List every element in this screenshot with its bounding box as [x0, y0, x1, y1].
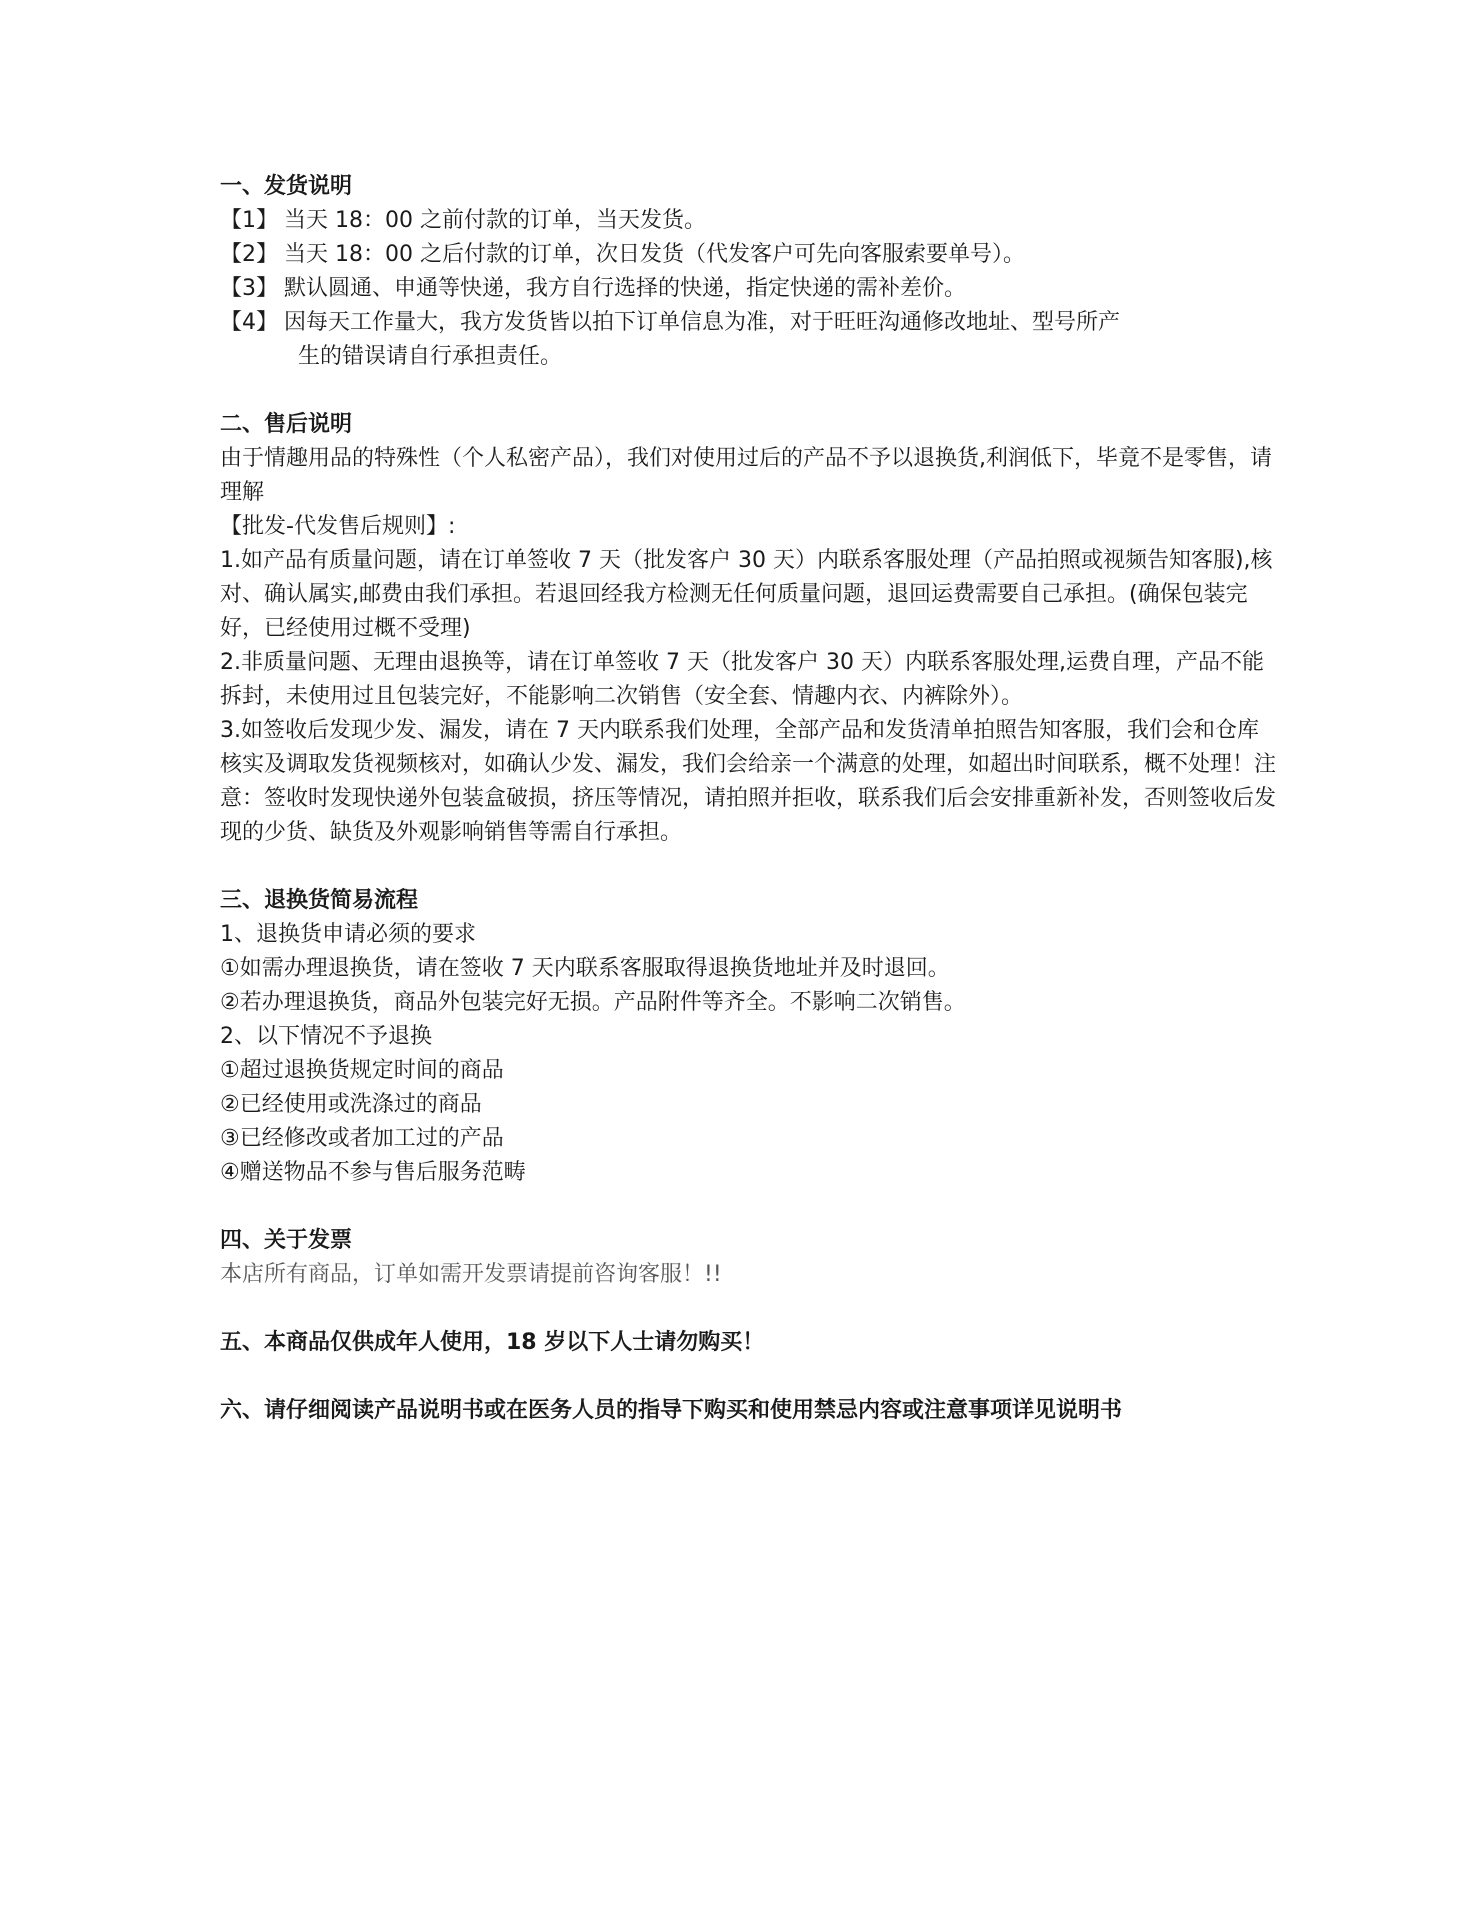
section-after-sales	[220, 408, 1280, 850]
after-sales-rule-2: 2.非质量问题、无理由退换等，请在订单签收 7 天（批发客户 30 天）内联系客服处理,运费自理，产品不能拆封，未使用过且包装完好，不能影响二次销售（安全套、情趣内衣、内裤除外）。	[220, 650, 1264, 709]
after-sales-rule-title: 【批发-代发售后规则】:	[220, 514, 456, 539]
item-text: 因每天工作量大，我方发货皆以拍下订单信息为准，对于旺旺沟通修改地址、型号所产	[284, 310, 1121, 335]
section-invoice	[220, 1224, 1280, 1292]
section-title-shipping: 一、发货说明	[220, 174, 353, 199]
no-return-title: 2、以下情况不予退换	[220, 1024, 432, 1049]
no-return-item-2: ②已经使用或洗涤过的商品	[220, 1092, 482, 1117]
no-return-item-1: ①超过退换货规定时间的商品	[220, 1058, 504, 1083]
shipping-item-3	[220, 272, 1280, 306]
shipping-item-4	[220, 306, 1280, 340]
section-title-after-sales: 二、售后说明	[220, 412, 353, 437]
shipping-item-2	[220, 238, 1280, 272]
no-return-item-4: ④赠送物品不参与售后服务范畴	[220, 1160, 526, 1185]
after-sales-rule-1: 1.如产品有质量问题，请在订单签收 7 天（批发客户 30 天）内联系客服处理（产品拍照或视频告知客服),核对、确认属实,邮费由我们承担。若退回经我方检测无任何质量问题，退回运费需要自己承担。(确保包装完好，已经使用过概不受理)	[220, 548, 1273, 641]
shipping-item-1	[220, 204, 1280, 238]
return-requirement-2: ②若办理退换货，商品外包装完好无损。产品附件等齐全。不影响二次销售。	[220, 990, 966, 1015]
instructions-notice: 六、请仔细阅读产品说明书或在医务人员的指导下购买和使用禁忌内容或注意事项详见说明书	[220, 1398, 1123, 1423]
item-tag: 【2】	[220, 242, 278, 267]
section-shipping	[220, 170, 1280, 374]
adult-notice: 五、本商品仅供成年人使用，18 岁以下人士请勿购买！	[220, 1330, 765, 1355]
item-tag: 【1】	[220, 208, 278, 233]
section-adult-notice	[220, 1326, 1280, 1360]
invoice-text: 本店所有商品，订单如需开发票请提前咨询客服！!!	[220, 1262, 722, 1287]
after-sales-intro: 由于情趣用品的特殊性（个人私密产品），我们对使用过后的产品不予以退换货,利润低下，毕竟不是零售，请理解	[220, 446, 1272, 505]
no-return-item-3: ③已经修改或者加工过的产品	[220, 1126, 504, 1151]
section-title-return-process: 三、退换货简易流程	[220, 888, 419, 913]
document-page	[220, 170, 1280, 1428]
shipping-item-4-continuation: 生的错误请自行承担责任。	[298, 344, 563, 369]
section-instructions-notice	[220, 1394, 1280, 1428]
item-tag: 【4】	[220, 310, 278, 335]
after-sales-rule-3: 3.如签收后发现少发、漏发，请在 7 天内联系我们处理，全部产品和发货清单拍照告知客服，我们会和仓库核实及调取发货视频核对，如确认少发、漏发，我们会给亲一个满意的处理，如超出时间联系，概不处理！注意：签收时发现快递外包装盒破损，挤压等情况，请拍照并拒收，联系我们后会安排重新补发，否则签收后发现的少货、缺货及外观影响销售等需自行承担。	[220, 718, 1277, 845]
section-title-invoice: 四、关于发票	[220, 1228, 353, 1253]
return-requirement-1: ①如需办理退换货，请在签收 7 天内联系客服取得退换货地址并及时退回。	[220, 956, 950, 981]
section-return-process	[220, 884, 1280, 1190]
item-text: 当天 18：00 之前付款的订单，当天发货。	[284, 208, 706, 233]
item-text: 默认圆通、申通等快递，我方自行选择的快递，指定快递的需补差价。	[284, 276, 967, 301]
item-tag: 【3】	[220, 276, 278, 301]
item-text: 当天 18：00 之后付款的订单，次日发货（代发客户可先向客服索要单号）。	[284, 242, 1025, 267]
return-requirements-title: 1、退换货申请必须的要求	[220, 922, 476, 947]
